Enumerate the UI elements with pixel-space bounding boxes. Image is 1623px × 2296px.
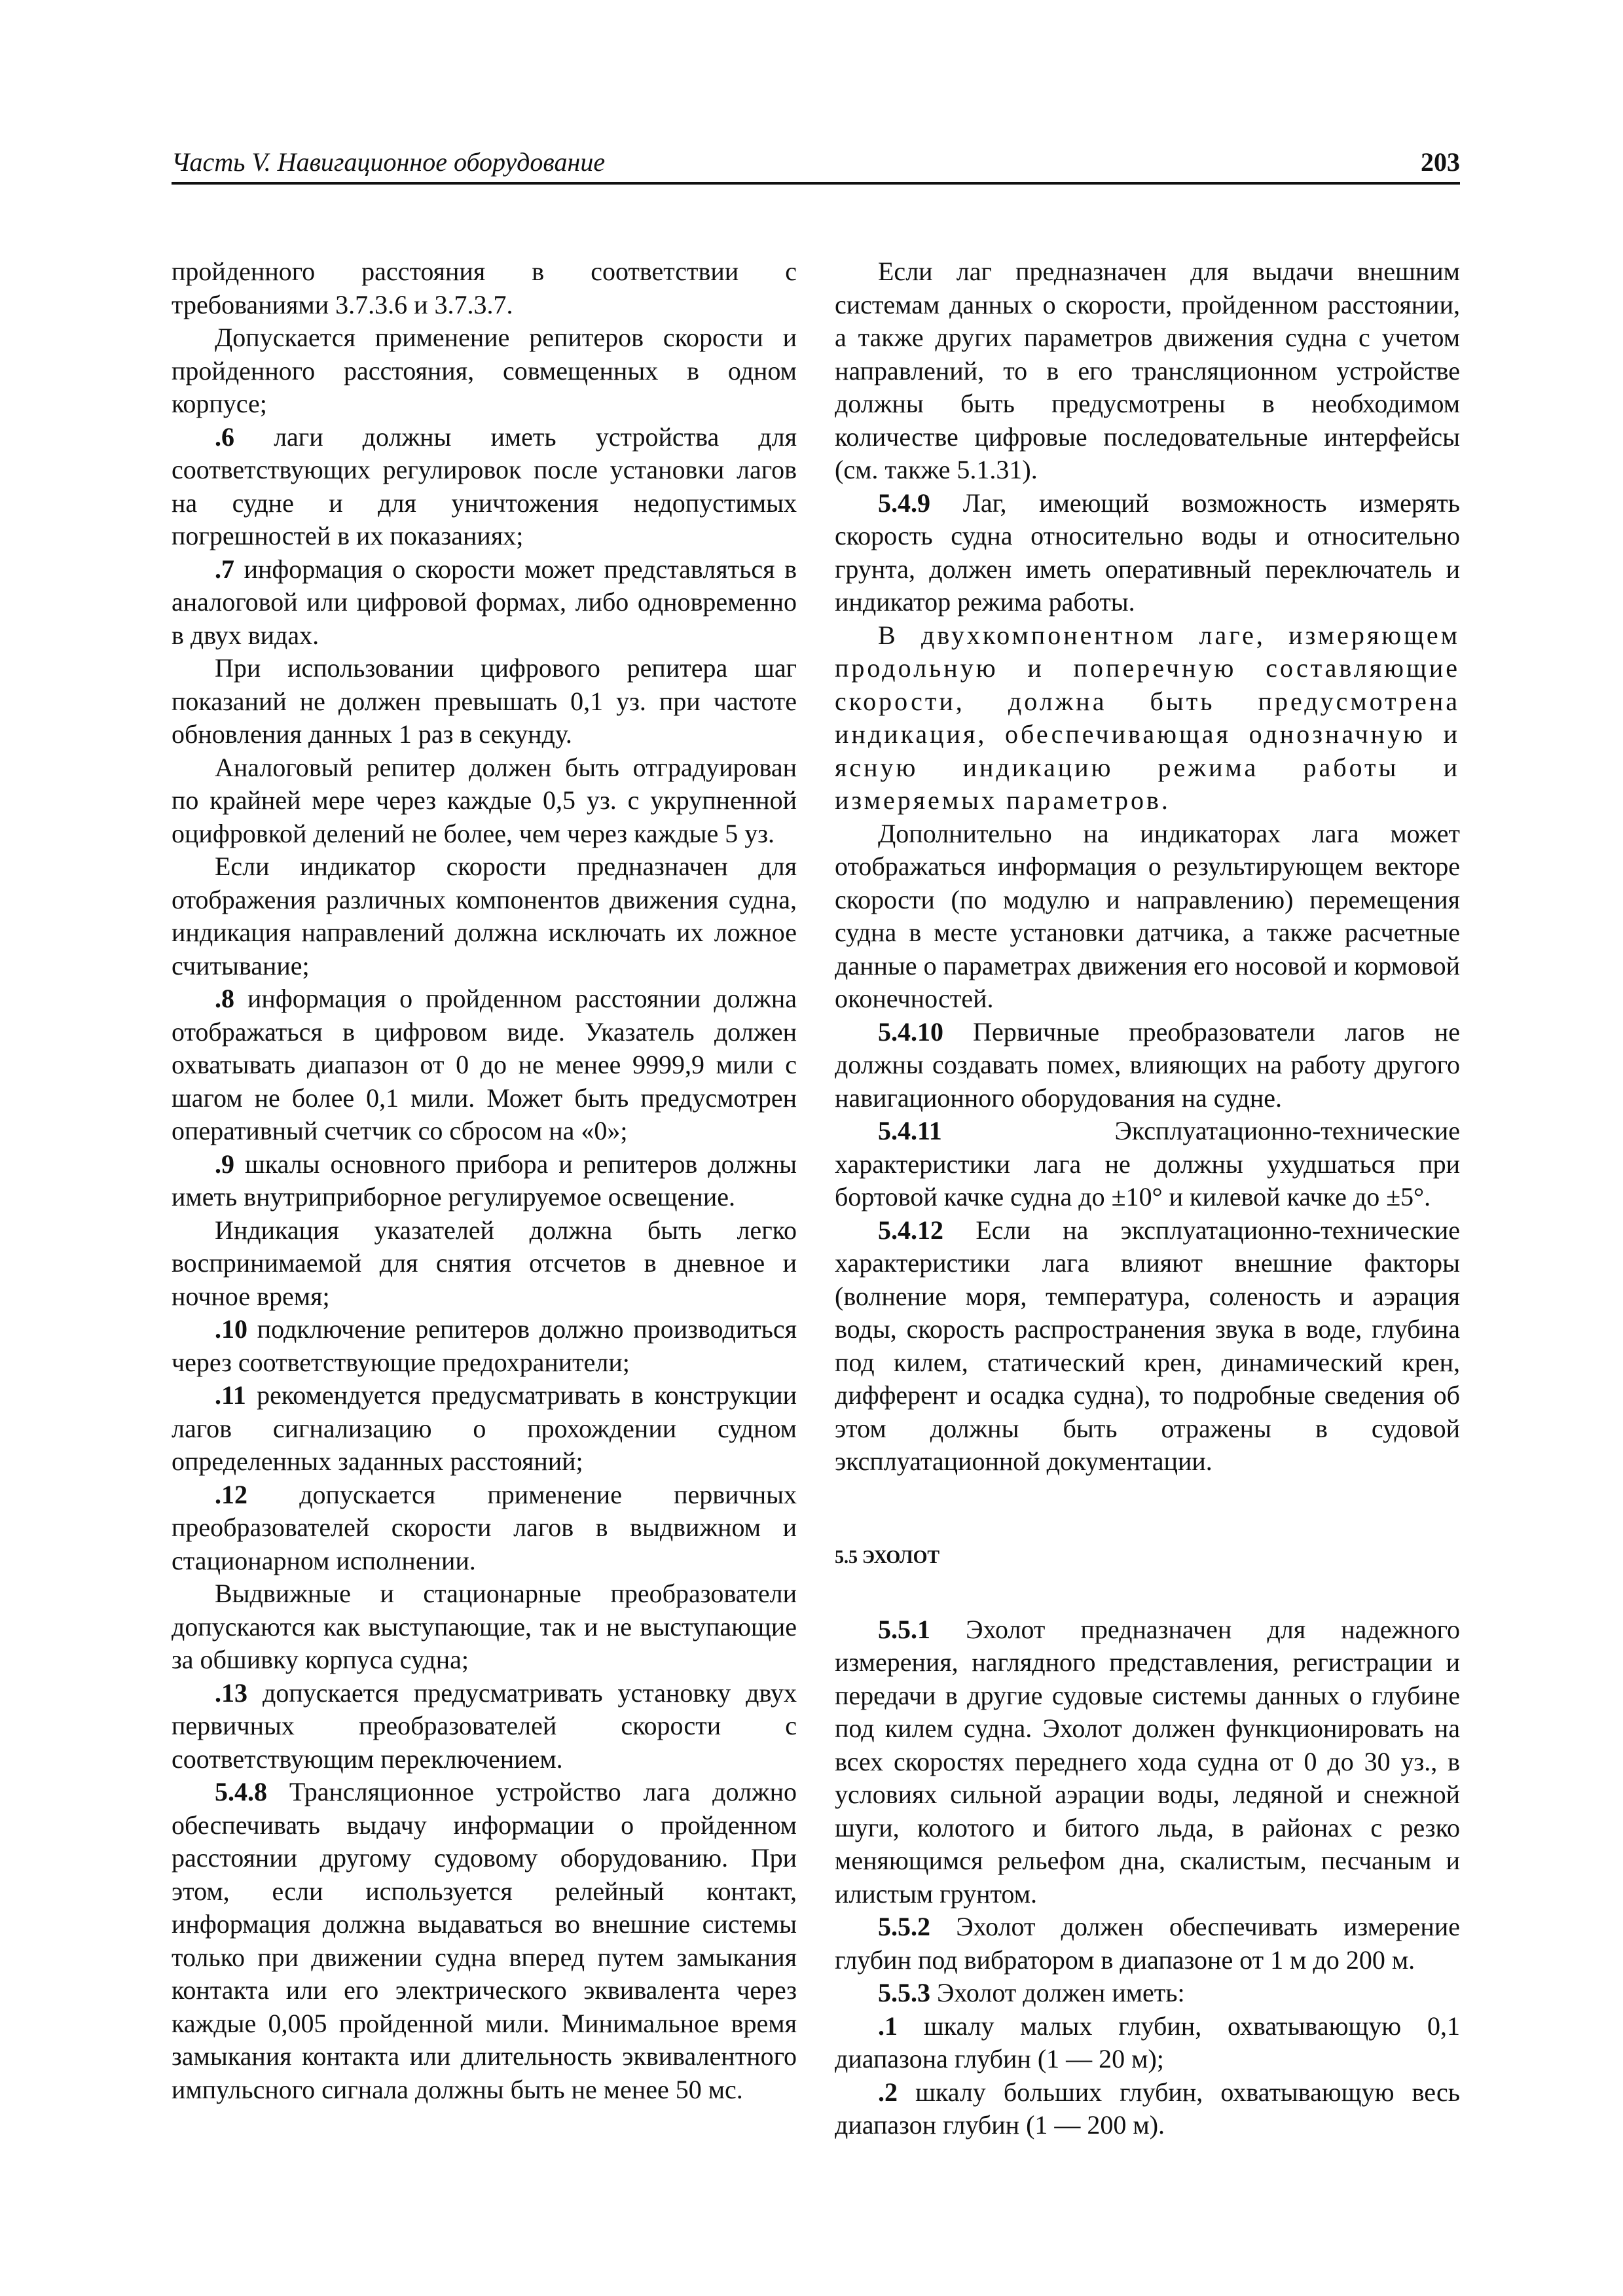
paragraph: 5.4.11 Эксплуатационно-технические характеристики лага не должны ухудшаться при бортовой качке судна до ±10° и килевой качке до ±5°.: [835, 1116, 1460, 1211]
paragraph: пройденного расстояния в соответствии с требованиями 3.7.3.6 и 3.7.3.7.: [172, 257, 797, 319]
page-header: [172, 145, 1460, 185]
paragraph: .10 подключение репитеров должно производиться через соответствующие предохранители;: [172, 1314, 797, 1377]
paragraph: .11 рекомендуется предусматривать в конструкции лагов сигнализацию о прохождении судном определенных заданных расстояний;: [172, 1380, 797, 1476]
paragraph: 5.5.1 Эхолот предназначен для надежного измерения, наглядного представления, регистрации и передачи в другие судовые системы данных о глубине под килем судна. Эхолот должен функционировать на всех скоростях переднего хода судна от 0 до 30 уз., в условиях сильной аэрации воды, ледяной и снежной шуги, колотого и битого льда, в районах с резко меняющимся рельефом дна, скалистым, песчаным и илистым грунтом.: [835, 1614, 1460, 1909]
paragraph: Индикация указателей должна быть легко воспринимаемой для снятия отсчетов в дневное и ночное время;: [172, 1215, 797, 1311]
paragraph: 5.4.10 Первичные преобразователи лагов не должны создавать помех, влияющих на работу другого навигационного оборудования на судне.: [835, 1016, 1460, 1113]
paragraph: Выдвижные и стационарные преобразователи допускаются как выступающие, так и не выступающие за обшивку корпуса судна;: [172, 1579, 797, 1674]
paragraph: .12 допускается применение первичных преобразователей скорости лагов в выдвижном и стационарном исполнении.: [172, 1479, 797, 1575]
paragraph: При использовании цифрового репитера шаг показаний не должен превышать 0,1 уз. при частоте обновления данных 1 раз в секунду.: [172, 653, 797, 749]
paragraph: 5.5.2 Эхолот должен обеспечивать измерение глубин под вибратором в диапазоне от 1 м до 200 м.: [835, 1912, 1460, 1975]
paragraph: .9 шкалы основного прибора и репитеров должны иметь внутриприборное регулируемое освещение.: [172, 1149, 797, 1211]
paragraph: Если лаг предназначен для выдачи внешним системам данных о скорости, пройденном расстоянии, а также других параметров движения судна с учетом направлений, то в его трансляционном устройстве должны быть предусмотрены в необходимом количестве цифровые последовательные интерфейсы (см. также 5.1.31).: [835, 257, 1460, 484]
right-column: [835, 255, 1460, 2142]
paragraph: Дополнительно на индикаторах лага может отображаться информация о результирующем векторе скорости (по модулю и направлению) перемещения судна в месте установки датчика, а также расчетные данные о параметрах движения его носовой и кормовой оконечностей.: [835, 818, 1460, 1013]
paragraph: 5.5.3 Эхолот должен иметь:: [878, 1978, 1185, 2007]
paragraph: .2 шкалу больших глубин, охватывающую весь диапазон глубин (1 — 200 м).: [835, 2077, 1460, 2140]
paragraph: .13 допускается предусматривать установку двух первичных преобразователей скорости с соответствующим переключением.: [172, 1677, 797, 1774]
paragraph: Допускается применение репитеров скорости и пройденного расстояния, совмещенных в одном корпусе;: [172, 323, 797, 418]
paragraph: .7 информация о скорости может представляться в аналоговой или цифровой формах, либо одновременно в двух видах.: [172, 554, 797, 650]
paragraph: Аналоговый репитер должен быть отградуирован по крайней мере через каждые 0,5 уз. с укрупненной оцифровкой делений не более, чем через каждые 5 уз.: [172, 752, 797, 848]
paragraph: 5.4.9 Лаг, имеющий возможность измерять скорость судна относительно воды и относительно грунта, должен иметь оперативный переключатель и индикатор режима работы.: [835, 488, 1460, 617]
paragraph: 5.4.12 Если на эксплуатационно-технические характеристики лага влияют внешние факторы (волнение моря, температура, соленость и аэрация воды, скорость распространения звука в воде, глубина под килем, статический крен, динамический крен, дифферент и осадка судна), то подробные сведения об этом должны быть отражены в судовой эксплуатационной документации.: [835, 1215, 1460, 1476]
paragraph: .8 информация о пройденном расстоянии должна отображаться в цифровом виде. Указатель должен охватывать диапазон от 0 до не менее 9999,9 мили с шагом не более 0,1 мили. Может быть предусмотрен оперативный счетчик со сбросом на «0»;: [172, 984, 797, 1145]
page-number: 203: [1421, 147, 1460, 177]
paragraph: В двухкомпонентном лаге, измеряющем продольную и поперечную составляющие скорости, должна быть предусмотрена индикация, обеспечивающая однозначную и ясную индикацию режима работы и измеряемых параметров.: [835, 620, 1460, 815]
paragraph: Если индикатор скорости предназначен для отображения различных компонентов движения судна, индикация направлений должна исключать их ложное считывание;: [172, 852, 797, 980]
left-column: [172, 255, 797, 2106]
paragraph: .6 лаги должны иметь устройства для соответствующих регулировок после установки лагов на судне и для уничтожения недопустимых погрешностей в их показаниях;: [172, 422, 797, 550]
paragraph: .1 шкалу малых глубин, охватывающую 0,1 диапазона глубин (1 — 20 м);: [835, 2011, 1460, 2073]
section-heading: 5.5 ЭХОЛОТ: [835, 1547, 940, 1568]
paragraph: 5.4.8 Трансляционное устройство лага должно обеспечивать выдачу информации о пройденном расстоянии другому судовому оборудованию. При этом, если используется релейный контакт, информация должна выдаваться во внешние системы только при движении судна вперед путем замыкания контакта или его электрического эквивалента через каждые 0,005 пройденной мили. Минимальное время замыкания контакта или длительность эквивалентного импульсного сигнала должны быть не менее 50 мс.: [172, 1777, 797, 2104]
running-title: Часть V. Навигационное оборудование: [172, 147, 606, 177]
